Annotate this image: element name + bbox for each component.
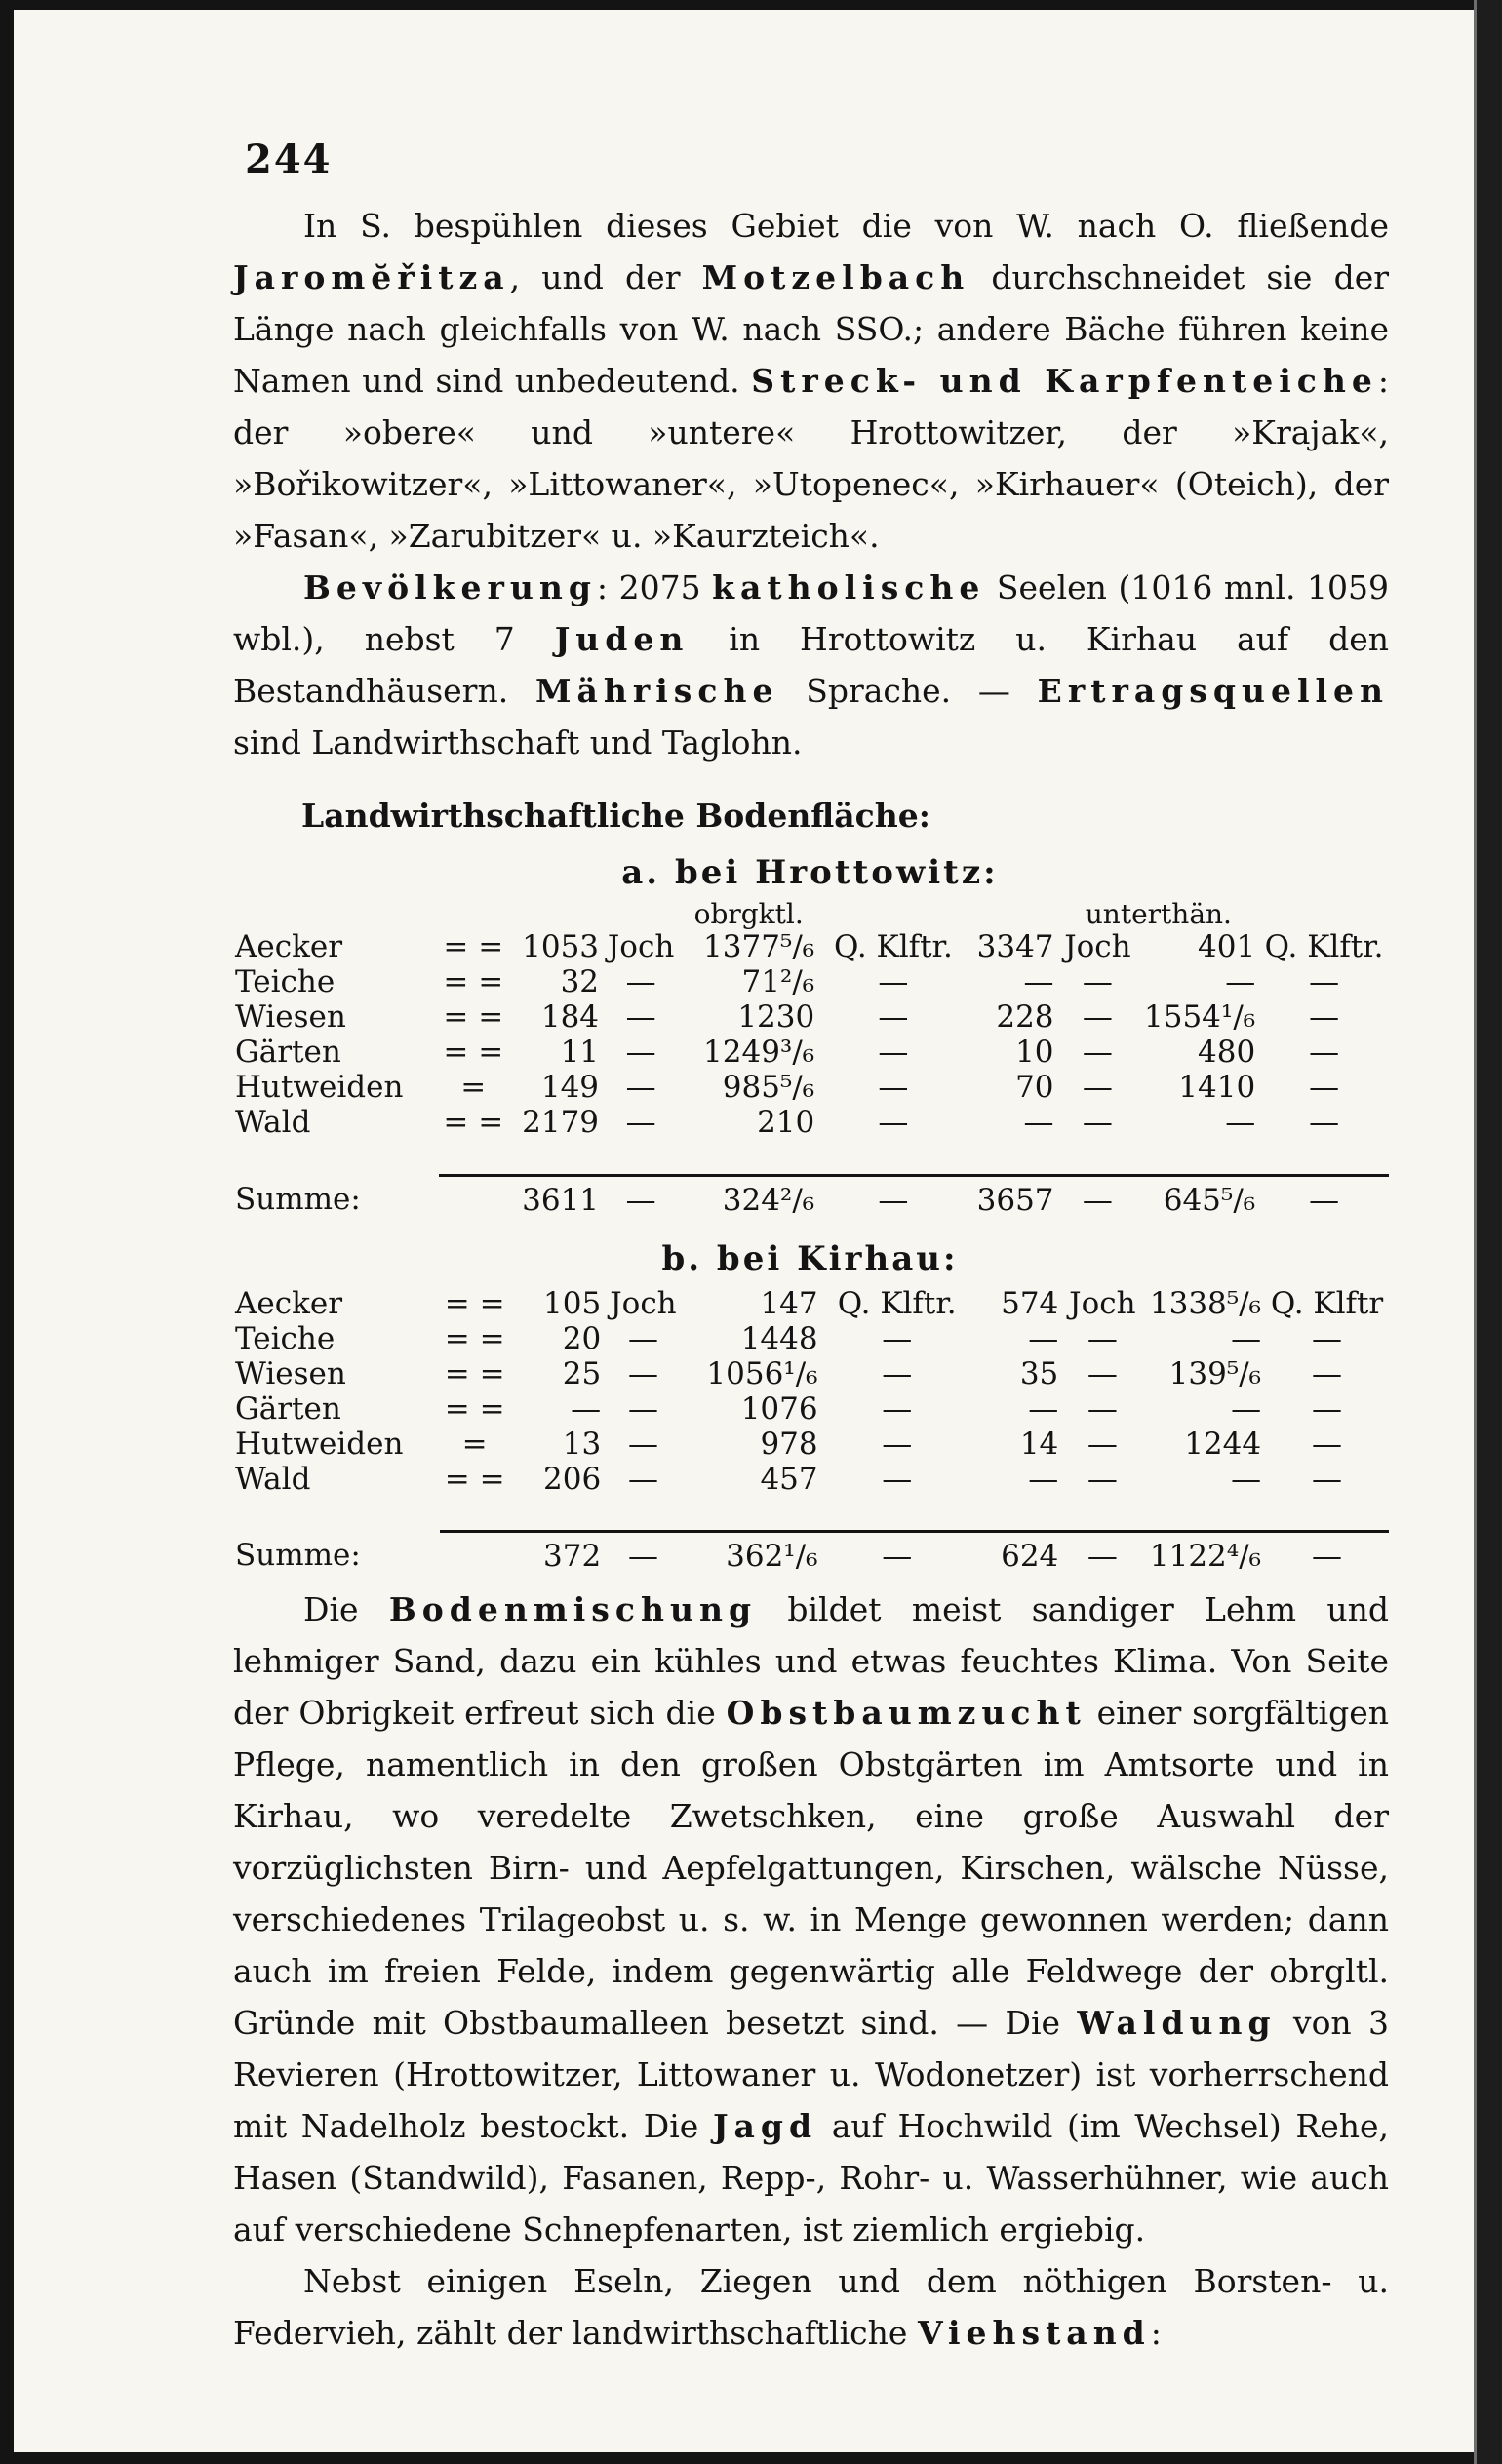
table-row (231, 1391, 1389, 1427)
table-row (231, 1286, 1389, 1321)
cell-u-joch: 10 (1015, 1035, 1054, 1070)
cell-u-kl: — (1231, 1390, 1262, 1427)
cell-u-joch-unit: — (1082, 999, 1113, 1035)
text-run: : der »obere« und »untere« Hrottowitzer, der »Krajak«, »Bořikowitzer«, »Littowaner«, »Utopenec«, »Kirhauer« (Oteich), der »Fasan«, »Zarubitzer« u. »Kaurzteich«. (233, 362, 1389, 555)
cell-o-kl-unit: — (882, 1320, 913, 1356)
cell-u-kl: — (1231, 1461, 1262, 1497)
cell-label: Teiche (235, 1320, 336, 1356)
cell-o-joch: 25 (562, 1355, 602, 1391)
cell-o-kl-unit: — (882, 1355, 913, 1391)
cell-o-kl: 71²/₆ (741, 964, 815, 999)
sum-rule (231, 1497, 1389, 1532)
table-row (231, 1321, 1389, 1356)
cell-o-kl-unit: — (882, 1461, 913, 1497)
cell-o-kl-unit: — (878, 1105, 909, 1140)
cell-u-kl: 1122⁴/₆ (1149, 1539, 1262, 1574)
text-run: , und der (509, 258, 702, 296)
cell-u-joch-unit: — (1087, 1355, 1118, 1391)
cell-label: Wiesen (235, 999, 346, 1035)
cell-u-kl-unit: — (1312, 1539, 1343, 1574)
cell-o-joch: 206 (543, 1461, 602, 1497)
book-page (14, 10, 1477, 2452)
cell-label: Hutweiden (235, 1070, 404, 1105)
text-run: sind Landwirthschaft und Taglohn. (233, 724, 803, 762)
cell-u-joch: 70 (1015, 1070, 1054, 1105)
book-spine (1474, 0, 1502, 2464)
cell-dots: = = (444, 1390, 505, 1427)
cell-u-kl: 480 (1198, 1035, 1256, 1070)
cell-u-joch-unit: — (1082, 964, 1113, 999)
cell-o-kl: 1448 (740, 1320, 818, 1356)
cell-label: Wald (235, 1105, 311, 1140)
emphasized-term: Juden (554, 620, 690, 658)
emphasized-term: Jagd (712, 2107, 818, 2145)
cell-o-kl: 457 (760, 1461, 818, 1497)
cell-u-joch: — (1028, 1320, 1059, 1356)
cell-o-joch: 3611 (522, 1182, 600, 1218)
cell-u-joch: 624 (1001, 1539, 1059, 1574)
cell-u-kl-unit: Q. Klftr (1270, 1285, 1384, 1321)
cell-dots: = = (443, 929, 504, 964)
cell-o-joch: 1053 (522, 929, 600, 964)
cell-o-kl-unit: — (882, 1426, 913, 1462)
column-header-row (231, 900, 1389, 929)
text-run: Sprache. — (778, 672, 1038, 710)
cell-u-kl: 401 (1198, 929, 1256, 964)
cell-o-joch: 149 (540, 1070, 600, 1105)
cell-o-kl: 324²/₆ (722, 1182, 815, 1218)
cell-u-kl-unit: — (1309, 1182, 1340, 1218)
sum-rule (231, 1140, 1389, 1175)
text-run: Nebst einigen Eseln, Ziegen und dem nöthigen Borsten- u. Federvieh, zählt der landwirthschaftliche (233, 2262, 1389, 2352)
cell-o-joch-unit: — (627, 1461, 658, 1497)
text-run: Die (303, 1590, 389, 1628)
rows-kirhau (231, 1286, 1389, 1575)
cell-u-kl: — (1225, 964, 1256, 999)
paragraph-population (233, 562, 1389, 768)
cell-u-kl: — (1225, 1105, 1256, 1140)
cell-u-kl-unit: — (1309, 1105, 1340, 1140)
cell-o-kl-unit: — (878, 964, 909, 999)
section-title-hrottowitz: a. bei Hrottowitz: (621, 853, 999, 892)
cell-o-kl: 985⁵/₆ (722, 1070, 815, 1105)
cell-label: Summe: (235, 1181, 361, 1217)
cell-dots (439, 1175, 508, 1218)
table-row (231, 964, 1389, 999)
cell-o-kl: 362¹/₆ (726, 1539, 818, 1574)
table-row (231, 1105, 1389, 1140)
cell-dots: = = (444, 1320, 505, 1356)
cell-dots: = = (444, 1461, 505, 1497)
text-run: in Hrottowitz u. Kirhau auf den Bestandhäusern. (233, 620, 1389, 710)
cell-o-joch: 13 (562, 1426, 602, 1462)
emphasized-term: Streck- und Karpfenteiche (751, 362, 1378, 400)
cell-dots: = = (443, 999, 504, 1035)
cell-u-joch: 3657 (976, 1182, 1054, 1218)
cell-dots: = = (443, 1035, 504, 1070)
cell-o-joch-unit: — (627, 1539, 658, 1574)
cell-o-joch-unit: — (627, 1390, 658, 1427)
text-run: von 3 Revieren (Hrottowitzer, Littowaner u. Wodonetzer) ist vorherrschend mit Nadelholz bestockt. Die (233, 2004, 1389, 2145)
cell-o-joch: — (571, 1390, 602, 1427)
cell-u-joch: 228 (996, 999, 1054, 1035)
cell-u-kl-unit: — (1312, 1390, 1343, 1427)
cell-dots: = (460, 1070, 487, 1105)
cell-label: Aecker (235, 1285, 343, 1321)
emphasized-term: Obstbaumzucht (726, 1694, 1087, 1732)
cell-u-kl: — (1231, 1320, 1262, 1356)
cell-u-joch: — (1028, 1461, 1059, 1497)
cell-u-joch: 14 (1019, 1426, 1059, 1462)
cell-o-joch-unit: — (625, 1182, 656, 1218)
cell-o-kl-unit: — (882, 1390, 913, 1427)
cell-u-kl: 1338⁵/₆ (1149, 1285, 1262, 1321)
cell-o-joch-unit: — (625, 1070, 656, 1105)
cell-u-joch: — (1023, 964, 1054, 999)
col-unterthanig: unterthän. (1085, 898, 1232, 930)
cell-u-kl-unit: — (1309, 1035, 1340, 1070)
cell-u-kl: 139⁵/₆ (1168, 1355, 1262, 1391)
emphasized-term: Jaromĕřitza (233, 258, 510, 296)
cell-u-joch: 35 (1019, 1355, 1059, 1391)
cell-u-joch-unit: — (1087, 1426, 1118, 1462)
cell-label: Wiesen (235, 1355, 346, 1391)
emphasized-term: Bevölkerung (303, 568, 597, 606)
cell-u-joch-unit: Joch (1064, 929, 1131, 964)
cell-dots: = = (444, 1285, 505, 1321)
cell-o-kl-unit: Q. Klftr. (833, 929, 953, 964)
emphasized-term: Motzelbach (701, 258, 970, 296)
cell-label: Summe: (235, 1538, 361, 1574)
cell-u-joch-unit: — (1087, 1390, 1118, 1427)
cell-u-kl: 1554¹/₆ (1144, 999, 1256, 1035)
col-obrigkeitlich: obrgktl. (693, 898, 804, 930)
sum-row (231, 1175, 1389, 1218)
cell-o-kl-unit: — (878, 1070, 909, 1105)
cell-o-kl: 210 (757, 1105, 815, 1140)
table-row (231, 999, 1389, 1035)
cell-o-joch: 184 (540, 999, 600, 1035)
table-row (231, 1427, 1389, 1462)
cell-u-joch: 574 (1001, 1285, 1059, 1321)
land-heading: Landwirthschaftliche Bodenfläche: (301, 797, 930, 835)
cell-u-joch-unit: — (1087, 1539, 1118, 1574)
cell-o-joch-unit: — (625, 964, 656, 999)
cell-o-joch-unit: — (625, 1035, 656, 1070)
cell-o-kl: 978 (760, 1426, 818, 1462)
emphasized-term: Mährische (534, 672, 779, 710)
land-table-hrottowitz (231, 900, 1389, 1218)
cell-dots: = (461, 1426, 488, 1462)
cell-o-joch: 20 (562, 1320, 602, 1356)
cell-u-joch: 3347 (976, 929, 1054, 964)
cell-o-joch: 105 (543, 1285, 602, 1321)
cell-u-joch-unit: — (1087, 1320, 1118, 1356)
cell-u-kl: 645⁵/₆ (1163, 1182, 1256, 1218)
table-row (231, 1462, 1389, 1497)
cell-u-joch: — (1023, 1105, 1054, 1140)
cell-o-joch-unit: — (627, 1355, 658, 1391)
cell-o-kl-unit: — (882, 1539, 913, 1574)
cell-label: Teiche (235, 964, 336, 999)
cell-o-kl: 1377⁵/₆ (703, 929, 815, 964)
emphasized-term: Viehstand (917, 2314, 1151, 2352)
cell-dots: = = (443, 964, 504, 999)
land-table-kirhau (231, 1286, 1389, 1575)
emphasized-term: Waldung (1077, 2004, 1277, 2042)
text-run: Seelen (1016 mnl. 1059 wbl.), nebst 7 (233, 568, 1389, 658)
rows-hrottowitz (231, 929, 1389, 1218)
cell-label: Wald (235, 1461, 311, 1497)
cell-u-kl-unit: Q. Klftr. (1264, 929, 1384, 964)
cell-o-kl-unit: — (878, 1182, 909, 1218)
section-title-kirhau: b. bei Kirhau: (661, 1238, 959, 1278)
cell-o-joch-unit: — (627, 1426, 658, 1462)
cell-label: Hutweiden (235, 1426, 404, 1462)
text-run: auf Hochwild (im Wechsel) Rehe, Hasen (Standwild), Fasanen, Repp-, Rohr- u. Wasserhühner, wie auch auf verschiedene Schnepfenarten, ist ziemlich ergiebig. (233, 2107, 1389, 2249)
cell-label: Gärten (235, 1035, 341, 1070)
land-table-container (231, 845, 1389, 1574)
paragraph-waters (233, 200, 1389, 562)
cell-u-joch-unit: — (1082, 1070, 1113, 1105)
text-run: einer sorgfältigen Pflege, namentlich in den großen Obstgärten im Amtsorte und in Kirhau, wo veredelte Zwetschken, eine große Auswahl der vorzüglichsten Birn- und Aepfelgattungen, Kirschen, wälsche Nüsse, verschiedenes Trilageobst u. s. w. in Menge gewonnen werden; dann auch im freien Felde, indem gegenwärtig alle Feldwege der obrgltl. Gründe mit Obstbaumalleen besetzt sind. — Die (233, 1694, 1389, 2042)
cell-u-joch: — (1028, 1390, 1059, 1427)
emphasized-term: Bodenmischung (388, 1590, 758, 1628)
cell-dots (440, 1532, 510, 1575)
cell-u-kl-unit: — (1312, 1426, 1343, 1462)
cell-u-kl-unit: — (1309, 1070, 1340, 1105)
cell-dots: = = (444, 1355, 505, 1391)
cell-u-joch-unit: — (1082, 1105, 1113, 1140)
cell-o-joch: 372 (543, 1539, 602, 1574)
text-run: : 2075 (596, 568, 713, 606)
cell-u-kl: 1244 (1184, 1426, 1262, 1462)
cell-u-kl-unit: — (1309, 999, 1340, 1035)
cell-o-kl: 1056¹/₆ (706, 1355, 818, 1391)
cell-o-kl-unit: — (878, 1035, 909, 1070)
text-run: : (1150, 2314, 1162, 2352)
cell-o-kl: 1230 (737, 999, 815, 1035)
cell-o-joch-unit: — (627, 1320, 658, 1356)
cell-u-joch-unit: — (1082, 1182, 1113, 1218)
cell-o-joch-unit: Joch (607, 929, 675, 964)
cell-o-joch: 11 (560, 1035, 600, 1070)
paragraph-livestock (233, 2255, 1389, 2359)
page-number: 244 (245, 137, 333, 182)
cell-o-joch-unit: Joch (610, 1285, 677, 1321)
cell-u-kl: 1410 (1178, 1070, 1256, 1105)
cell-u-joch-unit: Joch (1069, 1285, 1136, 1321)
text-run: bildet meist sandiger Lehm und lehmiger Sand, dazu ein kühles und etwas feuchtes Klima. Von Seite der Obrigkeit erfreut sich die (233, 1590, 1389, 1732)
table-row (231, 929, 1389, 964)
emphasized-term: katholische (712, 568, 986, 606)
cell-u-joch-unit: — (1082, 1035, 1113, 1070)
table-row (231, 1356, 1389, 1391)
cell-dots: = = (443, 1105, 504, 1140)
cell-o-kl: 1249³/₆ (703, 1035, 815, 1070)
cell-o-kl: 147 (760, 1285, 818, 1321)
cell-u-kl-unit: — (1312, 1461, 1343, 1497)
cell-u-joch-unit: — (1087, 1461, 1118, 1497)
cell-o-kl-unit: Q. Klftr. (837, 1285, 957, 1321)
cell-u-kl-unit: — (1312, 1320, 1343, 1356)
text-run: In S. bespühlen dieses Gebiet die von W. nach O. fließende (303, 207, 1389, 245)
cell-label: Gärten (235, 1390, 341, 1427)
emphasized-term: Ertragsquellen (1037, 672, 1389, 710)
cell-u-kl-unit: — (1312, 1355, 1343, 1391)
cell-o-kl: 1076 (740, 1390, 818, 1427)
text-run: durchschneidet sie der Länge nach gleichfalls von W. nach SSO.; andere Bäche führen keine Namen und sind unbedeutend. (233, 258, 1389, 400)
table-row (231, 1035, 1389, 1070)
cell-o-joch: 32 (560, 964, 600, 999)
cell-o-kl-unit: — (878, 999, 909, 1035)
cell-u-kl-unit: — (1309, 964, 1340, 999)
cell-o-joch-unit: — (625, 1105, 656, 1140)
paragraph-soil (233, 1584, 1389, 2255)
cell-label: Aecker (235, 929, 343, 964)
sum-row (231, 1532, 1389, 1575)
table-row (231, 1070, 1389, 1105)
cell-o-joch-unit: — (625, 999, 656, 1035)
cell-o-joch: 2179 (522, 1105, 600, 1140)
